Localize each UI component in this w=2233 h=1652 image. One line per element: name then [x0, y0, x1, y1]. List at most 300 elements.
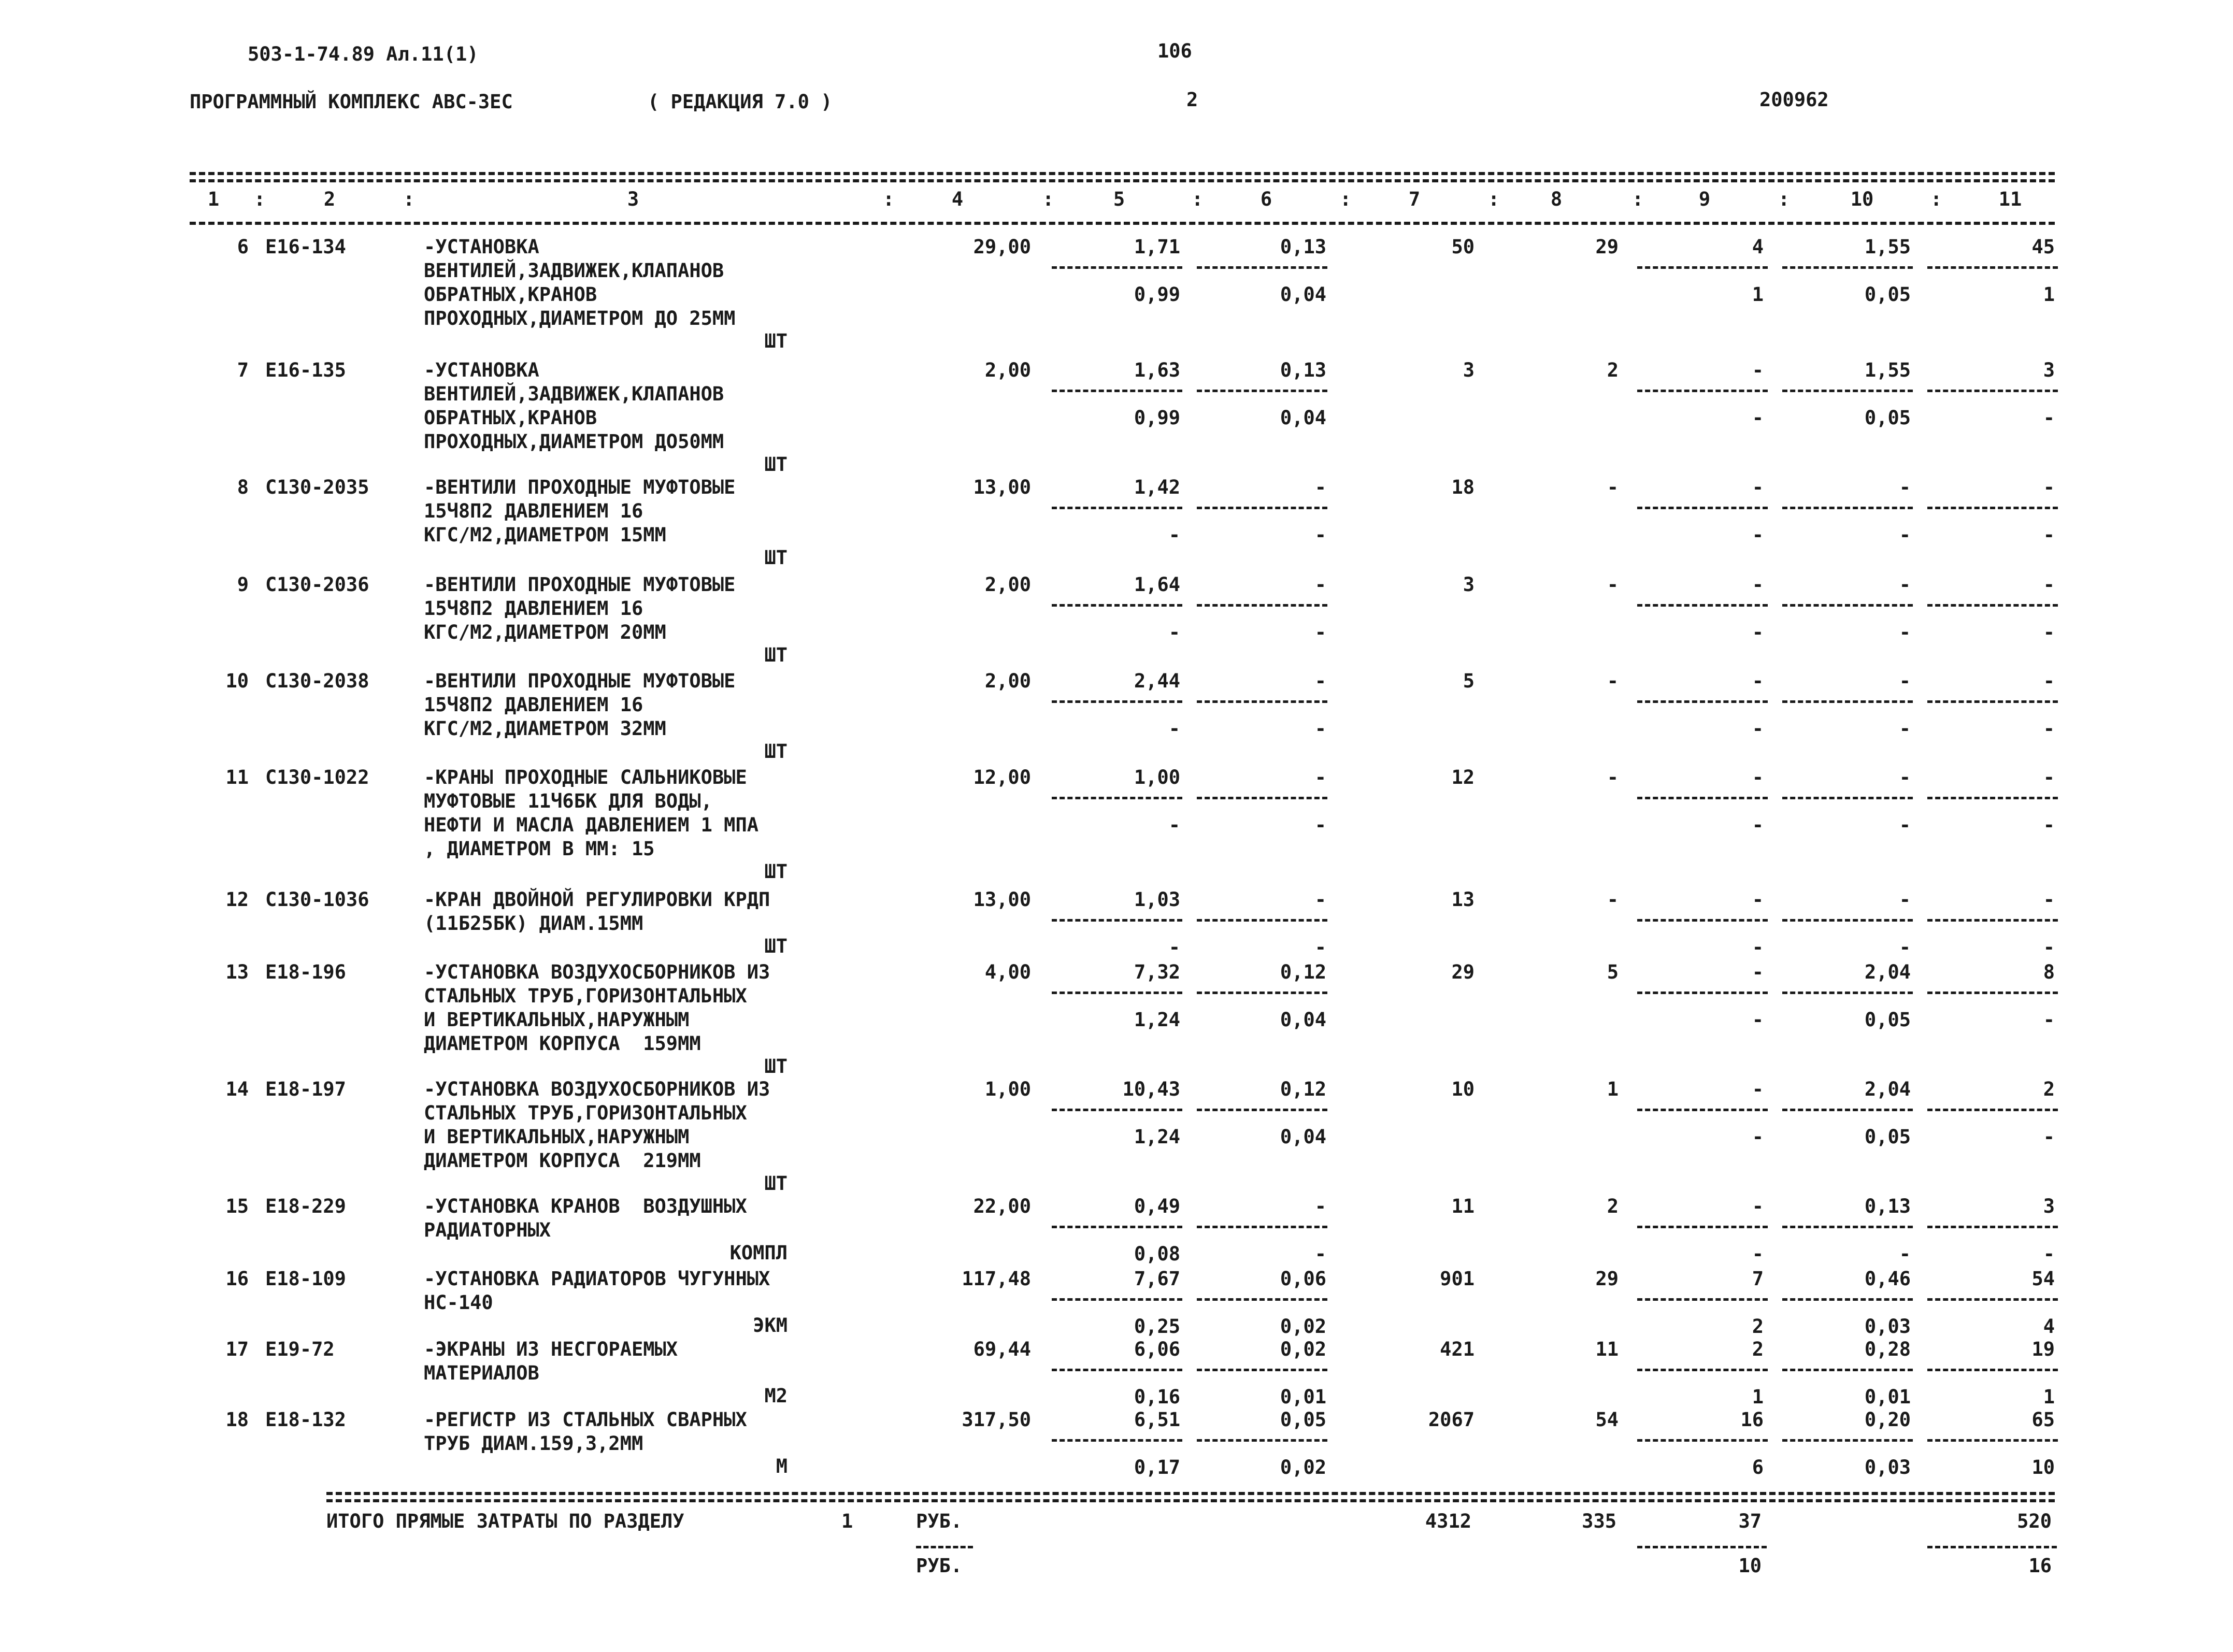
doc-code: 503-1-74.89 Ал.11(1)	[248, 43, 479, 65]
row-unit: М	[776, 1455, 788, 1477]
totals-col9-dash	[1637, 1546, 1767, 1548]
column-header-1: 1	[207, 188, 220, 210]
row-code: Е16-134	[265, 236, 346, 258]
column-separator: :	[403, 188, 415, 210]
row-qty: 317,50	[962, 1409, 1031, 1431]
row-c5b: 1,24	[1134, 1009, 1180, 1031]
row-divider-6	[1197, 507, 1327, 509]
row-c9: -	[1752, 1195, 1764, 1217]
row-c6b: 0,01	[1280, 1386, 1326, 1408]
column-header-6: 6	[1260, 188, 1272, 210]
row-c10: 2,04	[1864, 961, 1911, 983]
column-header-4: 4	[951, 188, 964, 210]
totals-currency: РУБ.	[916, 1510, 963, 1532]
row-c7: 50	[1451, 236, 1475, 258]
row-divider-11	[1927, 266, 2058, 269]
totals-currency-dash	[916, 1546, 973, 1548]
totals-col8: 335	[1582, 1510, 1616, 1532]
row-qty: 22,00	[973, 1195, 1031, 1217]
row-c7: 2067	[1428, 1409, 1475, 1431]
row-c11: 3	[2043, 1195, 2055, 1217]
row-c9b: 2	[1752, 1315, 1764, 1338]
row-c5: 1,42	[1134, 476, 1180, 498]
totals-col9-b: 10	[1738, 1555, 1762, 1577]
row-c5: 1,63	[1134, 359, 1180, 381]
row-divider-11	[1927, 604, 2058, 607]
row-c11b: -	[2043, 717, 2055, 740]
row-unit: КОМПЛ	[729, 1242, 788, 1264]
row-divider-9	[1637, 797, 1768, 799]
row-divider-10	[1782, 507, 1913, 509]
row-description-line: ОБРАТНЫХ,КРАНОВ	[424, 283, 597, 306]
totals-label: ИТОГО ПРЯМЫЕ ЗАТРАТЫ ПО РАЗДЕЛУ	[326, 1510, 684, 1532]
row-description-line: -РЕГИСТР ИЗ СТАЛЬНЫХ СВАРНЫХ	[424, 1409, 747, 1431]
row-number: 17	[225, 1338, 249, 1360]
column-separator: :	[1042, 188, 1054, 210]
row-divider-5	[1052, 390, 1182, 392]
row-c6: 0,05	[1280, 1409, 1326, 1431]
row-divider-6	[1197, 604, 1327, 607]
row-divider-5	[1052, 797, 1182, 799]
row-description-line: , ДИАМЕТРОМ В ММ: 15	[424, 838, 655, 860]
row-divider-10	[1782, 390, 1913, 392]
row-code: Е18-132	[265, 1409, 346, 1431]
row-c9b: 6	[1752, 1456, 1764, 1478]
row-qty: 12,00	[973, 766, 1031, 788]
row-divider-11	[1927, 1226, 2058, 1228]
row-number: 16	[225, 1268, 249, 1290]
row-c11: 45	[2031, 236, 2055, 258]
row-code: С130-2038	[265, 670, 369, 692]
row-c7: 901	[1440, 1268, 1475, 1290]
row-c10: 0,20	[1864, 1409, 1911, 1431]
row-c11: -	[2043, 670, 2055, 692]
row-c7: 10	[1451, 1078, 1475, 1100]
row-c11b: -	[2043, 814, 2055, 836]
row-c10: 1,55	[1864, 236, 1911, 258]
totals-col9: 37	[1738, 1510, 1762, 1532]
row-unit: ШТ	[764, 860, 788, 883]
row-description-line: 15Ч8П2 ДАВЛЕНИЕМ 16	[424, 694, 643, 716]
row-c9b: -	[1752, 407, 1764, 429]
row-number: 9	[237, 573, 249, 596]
row-c6b: -	[1314, 936, 1326, 958]
row-c10b: 0,05	[1864, 283, 1911, 306]
row-c5b: 1,24	[1134, 1126, 1180, 1148]
row-divider-9	[1637, 507, 1768, 509]
row-c7: 421	[1440, 1338, 1475, 1360]
row-code: Е19-72	[265, 1338, 335, 1360]
row-c9: -	[1752, 476, 1764, 498]
row-code: С130-2036	[265, 573, 369, 596]
row-c6: -	[1314, 573, 1326, 596]
row-c6b: 0,04	[1280, 1126, 1326, 1148]
row-c7: 5	[1463, 670, 1475, 692]
row-c6: -	[1314, 1195, 1326, 1217]
column-header-10: 10	[1850, 188, 1874, 210]
row-c10: -	[1899, 888, 1911, 911]
row-c10: 2,04	[1864, 1078, 1911, 1100]
row-divider-10	[1782, 1369, 1913, 1371]
row-code: Е18-196	[265, 961, 346, 983]
column-header-2: 2	[323, 188, 336, 210]
row-divider-11	[1927, 700, 2058, 703]
row-c9: 4	[1752, 236, 1764, 258]
row-c6b: -	[1314, 717, 1326, 740]
row-c10: -	[1899, 573, 1911, 596]
row-qty: 29,00	[973, 236, 1031, 258]
totals-col11-b: 16	[2028, 1555, 2052, 1577]
row-c5b: -	[1168, 621, 1180, 643]
column-header-7: 7	[1408, 188, 1421, 210]
row-divider-5	[1052, 700, 1182, 703]
row-c11: -	[2043, 888, 2055, 911]
row-unit: ШТ	[764, 935, 788, 957]
row-divider-5	[1052, 919, 1182, 922]
row-divider-11	[1927, 507, 2058, 509]
row-divider-11	[1927, 1369, 2058, 1371]
row-divider-9	[1637, 1109, 1768, 1111]
totals-col11: 520	[2017, 1510, 2052, 1532]
column-header-3: 3	[627, 188, 639, 210]
row-divider-11	[1927, 1109, 2058, 1111]
row-divider-5	[1052, 266, 1182, 269]
row-code: С130-1036	[265, 888, 369, 911]
row-description-line: МАТЕРИАЛОВ	[424, 1362, 539, 1384]
row-c9b: -	[1752, 621, 1764, 643]
row-c9: 7	[1752, 1268, 1764, 1290]
row-c9: 2	[1752, 1338, 1764, 1360]
row-unit: ШТ	[764, 644, 788, 666]
row-c10b: 0,03	[1864, 1315, 1911, 1338]
row-description-line: КГС/М2,ДИАМЕТРОМ 32ММ	[424, 717, 666, 740]
row-qty: 2,00	[984, 573, 1031, 596]
row-divider-6	[1197, 1226, 1327, 1228]
row-unit: ЭКМ	[753, 1314, 788, 1337]
header-bottom-rule	[190, 222, 2055, 225]
row-c11b: -	[2043, 936, 2055, 958]
row-c11: 8	[2043, 961, 2055, 983]
row-divider-6	[1197, 992, 1327, 994]
row-description-line: ДИАМЕТРОМ КОРПУСА 159ММ	[424, 1032, 701, 1055]
row-c11: 54	[2031, 1268, 2055, 1290]
program-name: ПРОГРАММНЫЙ КОМПЛЕКС АВС-3ЕС	[190, 91, 513, 113]
row-divider-10	[1782, 1298, 1913, 1301]
row-c5: 7,32	[1134, 961, 1180, 983]
row-c6: 0,06	[1280, 1268, 1326, 1290]
row-c5: 1,71	[1134, 236, 1180, 258]
row-divider-5	[1052, 1439, 1182, 1442]
row-c11b: -	[2043, 621, 2055, 643]
row-c11b: 1	[2043, 1386, 2055, 1408]
row-c9: -	[1752, 1078, 1764, 1100]
row-c7: 13	[1451, 888, 1475, 911]
row-divider-9	[1637, 700, 1768, 703]
column-separator: :	[1632, 188, 1644, 210]
row-divider-10	[1782, 266, 1913, 269]
row-c10: -	[1899, 766, 1911, 788]
row-c5b: -	[1168, 936, 1180, 958]
row-c9: -	[1752, 961, 1764, 983]
row-c8: 29	[1595, 1268, 1619, 1290]
row-divider-6	[1197, 390, 1327, 392]
row-c10: 0,46	[1864, 1268, 1911, 1290]
row-description-line: -ВЕНТИЛИ ПРОХОДНЫЕ МУФТОВЫЕ	[424, 476, 736, 498]
row-unit: ШТ	[764, 740, 788, 763]
row-divider-6	[1197, 797, 1327, 799]
row-number: 18	[225, 1409, 249, 1431]
row-description-line: И ВЕРТИКАЛЬНЫХ,НАРУЖНЫМ	[424, 1126, 690, 1148]
row-divider-5	[1052, 992, 1182, 994]
row-c7: 11	[1451, 1195, 1475, 1217]
row-description-line: ОБРАТНЫХ,КРАНОВ	[424, 407, 597, 429]
row-c10: -	[1899, 670, 1911, 692]
row-c8: -	[1607, 888, 1619, 911]
row-c10b: 0,05	[1864, 1126, 1911, 1148]
row-divider-5	[1052, 1109, 1182, 1111]
totals-top-rule	[326, 1492, 2055, 1495]
row-description-line: -КРАН ДВОЙНОЙ РЕГУЛИРОВКИ КРДП	[424, 888, 770, 911]
row-c8: 29	[1595, 236, 1619, 258]
row-c9: -	[1752, 359, 1764, 381]
row-c6b: -	[1314, 1243, 1326, 1265]
row-divider-10	[1782, 992, 1913, 994]
row-description-line: -ВЕНТИЛИ ПРОХОДНЫЕ МУФТОВЫЕ	[424, 573, 736, 596]
column-header-8: 8	[1550, 188, 1563, 210]
column-header-9: 9	[1698, 188, 1711, 210]
row-c7: 18	[1451, 476, 1475, 498]
row-qty: 2,00	[984, 359, 1031, 381]
row-c5: 6,06	[1134, 1338, 1180, 1360]
row-c11b: 4	[2043, 1315, 2055, 1338]
row-number: 12	[225, 888, 249, 911]
totals-section: 1	[841, 1510, 853, 1532]
row-c8: -	[1607, 670, 1619, 692]
row-c10b: 0,05	[1864, 1009, 1911, 1031]
row-description-line: КГС/М2,ДИАМЕТРОМ 15ММ	[424, 524, 666, 546]
row-c9b: -	[1752, 814, 1764, 836]
row-unit: ШТ	[764, 1172, 788, 1195]
row-c11b: 1	[2043, 283, 2055, 306]
row-c10b: -	[1899, 1243, 1911, 1265]
row-description-line: МУФТОВЫЕ 11Ч6БК ДЛЯ ВОДЫ,	[424, 790, 712, 812]
row-divider-6	[1197, 1439, 1327, 1442]
row-description-line: -УСТАНОВКА РАДИАТОРОВ ЧУГУННЫХ	[424, 1268, 770, 1290]
row-c8: 2	[1607, 1195, 1619, 1217]
row-divider-11	[1927, 797, 2058, 799]
row-c5b: 0,99	[1134, 283, 1180, 306]
row-divider-10	[1782, 1439, 1913, 1442]
row-number: 7	[237, 359, 249, 381]
row-divider-6	[1197, 1369, 1327, 1371]
row-c6: 0,13	[1280, 359, 1326, 381]
row-c7: 3	[1463, 573, 1475, 596]
row-c6b: 0,04	[1280, 283, 1326, 306]
row-qty: 13,00	[973, 476, 1031, 498]
row-c11: 3	[2043, 359, 2055, 381]
row-c11: -	[2043, 766, 2055, 788]
totals-top-rule-2	[326, 1499, 2055, 1502]
row-divider-9	[1637, 1298, 1768, 1301]
row-c6b: 0,02	[1280, 1456, 1326, 1478]
row-c10b: -	[1899, 936, 1911, 958]
row-c6: -	[1314, 766, 1326, 788]
row-c11: -	[2043, 573, 2055, 596]
row-code: Е16-135	[265, 359, 346, 381]
row-c8: -	[1607, 766, 1619, 788]
row-divider-5	[1052, 507, 1182, 509]
row-divider-6	[1197, 266, 1327, 269]
column-separator: :	[1930, 188, 1942, 210]
row-description-line: -УСТАНОВКА ВОЗДУХОСБОРНИКОВ ИЗ	[424, 1078, 770, 1100]
row-divider-6	[1197, 1298, 1327, 1301]
row-c5: 7,67	[1134, 1268, 1180, 1290]
row-c8: 1	[1607, 1078, 1619, 1100]
row-c8: 11	[1595, 1338, 1619, 1360]
row-c5: 1,00	[1134, 766, 1180, 788]
row-divider-9	[1637, 1226, 1768, 1228]
row-divider-6	[1197, 919, 1327, 922]
row-description-line: -УСТАНОВКА	[424, 359, 539, 381]
row-description-line: ПРОХОДНЫХ,ДИАМЕТРОМ ДО50ММ	[424, 430, 724, 453]
row-c5b: -	[1168, 717, 1180, 740]
row-description-line: -ВЕНТИЛИ ПРОХОДНЫЕ МУФТОВЫЕ	[424, 670, 736, 692]
column-separator: :	[1340, 188, 1352, 210]
row-code: С130-2035	[265, 476, 369, 498]
row-c11b: -	[2043, 1126, 2055, 1148]
row-c6b: 0,04	[1280, 1009, 1326, 1031]
row-number: 8	[237, 476, 249, 498]
row-description-line: 15Ч8П2 ДАВЛЕНИЕМ 16	[424, 500, 643, 522]
row-c5: 6,51	[1134, 1409, 1180, 1431]
row-c7: 3	[1463, 359, 1475, 381]
row-c10: 1,55	[1864, 359, 1911, 381]
row-unit: М2	[764, 1385, 788, 1407]
row-divider-11	[1927, 390, 2058, 392]
column-header-11: 11	[1998, 188, 2022, 210]
row-number: 15	[225, 1195, 249, 1217]
row-description-line: -УСТАНОВКА КРАНОВ ВОЗДУШНЫХ	[424, 1195, 747, 1217]
row-c7: 29	[1451, 961, 1475, 983]
row-description-line: -КРАНЫ ПРОХОДНЫЕ САЛЬНИКОВЫЕ	[424, 766, 747, 788]
row-divider-10	[1782, 700, 1913, 703]
row-c10b: -	[1899, 717, 1911, 740]
row-divider-10	[1782, 919, 1913, 922]
row-c11: 2	[2043, 1078, 2055, 1100]
row-unit: ШТ	[764, 1055, 788, 1078]
column-separator: :	[1192, 188, 1204, 210]
row-description-line: ВЕНТИЛЕЙ,ЗАДВИЖЕК,КЛАПАНОВ	[424, 260, 724, 282]
row-number: 6	[237, 236, 249, 258]
row-code: Е18-229	[265, 1195, 346, 1217]
row-c5b: 0,99	[1134, 407, 1180, 429]
row-c8: 54	[1595, 1409, 1619, 1431]
row-c6b: -	[1314, 814, 1326, 836]
row-c9b: -	[1752, 1126, 1764, 1148]
row-c10: -	[1899, 476, 1911, 498]
row-divider-5	[1052, 1369, 1182, 1371]
row-description-line: НЕФТИ И МАСЛА ДАВЛЕНИЕМ 1 МПА	[424, 814, 759, 836]
row-c6: 0,12	[1280, 1078, 1326, 1100]
row-c8: 2	[1607, 359, 1619, 381]
row-divider-5	[1052, 604, 1182, 607]
row-c9b: 1	[1752, 1386, 1764, 1408]
row-divider-9	[1637, 390, 1768, 392]
column-separator: :	[883, 188, 895, 210]
row-divider-11	[1927, 992, 2058, 994]
row-qty: 1,00	[984, 1078, 1031, 1100]
row-c9b: -	[1752, 524, 1764, 546]
row-c5b: -	[1168, 524, 1180, 546]
row-number: 10	[225, 670, 249, 692]
row-c9b: -	[1752, 936, 1764, 958]
row-c5b: 0,25	[1134, 1315, 1180, 1338]
row-qty: 13,00	[973, 888, 1031, 911]
column-separator: :	[1488, 188, 1500, 210]
row-description-line: И ВЕРТИКАЛЬНЫХ,НАРУЖНЫМ	[424, 1009, 690, 1031]
column-separator: :	[1778, 188, 1790, 210]
row-divider-10	[1782, 797, 1913, 799]
row-c5: 2,44	[1134, 670, 1180, 692]
row-c10b: 0,05	[1864, 407, 1911, 429]
row-c5b: 0,16	[1134, 1386, 1180, 1408]
row-divider-5	[1052, 1298, 1182, 1301]
row-c10b: -	[1899, 524, 1911, 546]
row-number: 14	[225, 1078, 249, 1100]
row-c10: 0,28	[1864, 1338, 1911, 1360]
row-c10b: 0,03	[1864, 1456, 1911, 1478]
row-divider-9	[1637, 266, 1768, 269]
page-number: 106	[1157, 40, 1192, 62]
row-code: Е18-109	[265, 1268, 346, 1290]
row-c6: 0,13	[1280, 236, 1326, 258]
row-divider-6	[1197, 700, 1327, 703]
row-c11: 65	[2031, 1409, 2055, 1431]
totals-col7: 4312	[1425, 1510, 1471, 1532]
row-description-line: СТАЛЬНЫХ ТРУБ,ГОРИЗОНТАЛЬНЫХ	[424, 985, 747, 1007]
row-qty: 69,44	[973, 1338, 1031, 1360]
program-edition: ( РЕДАКЦИЯ 7.0 )	[648, 91, 833, 113]
row-c9: -	[1752, 888, 1764, 911]
row-description-line: -УСТАНОВКА	[424, 236, 539, 258]
row-c9: 16	[1740, 1409, 1764, 1431]
row-c9b: -	[1752, 1243, 1764, 1265]
row-description-line: РАДИАТОРНЫХ	[424, 1219, 551, 1241]
row-c9: -	[1752, 573, 1764, 596]
row-description-line: ВЕНТИЛЕЙ,ЗАДВИЖЕК,КЛАПАНОВ	[424, 383, 724, 405]
row-c11b: -	[2043, 1243, 2055, 1265]
row-divider-10	[1782, 1109, 1913, 1111]
row-c9b: 1	[1752, 283, 1764, 306]
row-c6: -	[1314, 670, 1326, 692]
row-divider-9	[1637, 992, 1768, 994]
row-c10b: 0,01	[1864, 1386, 1911, 1408]
row-c7: 12	[1451, 766, 1475, 788]
row-number: 13	[225, 961, 249, 983]
row-c9: -	[1752, 670, 1764, 692]
row-c9b: -	[1752, 717, 1764, 740]
row-description-line: ТРУБ ДИАМ.159,3,2ММ	[424, 1432, 643, 1455]
row-description-line: ПРОХОДНЫХ,ДИАМЕТРОМ ДО 25ММ	[424, 307, 736, 329]
header-top-rule-2	[190, 179, 2055, 182]
row-c6b: -	[1314, 621, 1326, 643]
row-divider-6	[1197, 1109, 1327, 1111]
row-divider-11	[1927, 1298, 2058, 1301]
row-c11b: -	[2043, 407, 2055, 429]
row-c9b: -	[1752, 1009, 1764, 1031]
row-code: Е18-197	[265, 1078, 346, 1100]
row-unit: ШТ	[764, 453, 788, 476]
